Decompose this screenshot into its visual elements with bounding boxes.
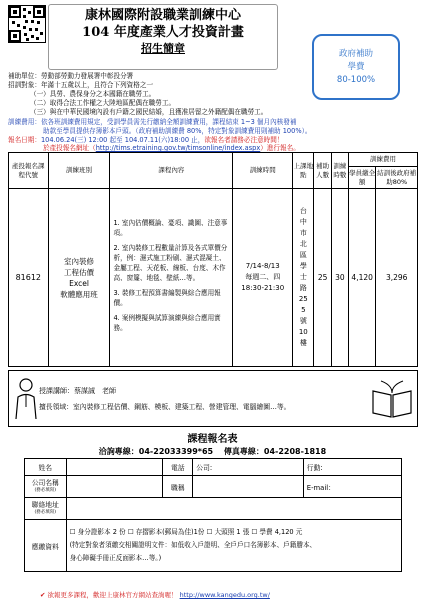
course-people: 25 [314, 189, 331, 367]
course-content [110, 189, 233, 367]
lecturer-name: 授課講師：蔡謀誠 老師 [39, 387, 116, 395]
qr-code [8, 5, 46, 43]
doc-note-1: (特定對象者須繳交相關證明文件：如低收入戶證明、全戶戶口名簿影本、戶籍謄本、 [69, 541, 317, 549]
signup-url-link[interactable]: http://tims.etraining.gov.tw/timsonline/index.aspx [95, 144, 261, 152]
teacher-icon [13, 377, 39, 421]
table-row [9, 189, 418, 367]
fee-note-a: 訓練費用：依各班訓練費用規定，受訓學員需先行繳納全額訓練費用，課程結束 1~3 個月內核發補 [8, 118, 297, 126]
course-code: 81612 [9, 189, 49, 367]
label-phone: 電話 [163, 459, 193, 476]
subsidy-unit: 補助單位：勞動部勞動力發展署中彰投分署 [8, 72, 134, 80]
fee-note-b: 助款至學員提供存簿影本戶頭。（政府補助訓練費 80%，特定對象訓練費用則補助 100%）。 [43, 127, 312, 135]
doc-note-2: 身心障礙手冊正反面影本…等。) [69, 554, 162, 562]
course-class: 室內裝修 工程估價 Excel 軟體應用班 [48, 189, 110, 367]
content-item-4: 4. 案例模擬與試算演練與綜合應用實務。 [113, 313, 221, 332]
email-field[interactable]: E-mail： [303, 476, 401, 498]
label-job-title: 職稱 [163, 476, 193, 498]
label-address: 聯絡地址 (務必填寫) [25, 498, 67, 520]
footer-text: 欲報更多課程，歡迎上康林官方網站查詢喔！ [47, 591, 178, 599]
signup-warning: 欲報名者請務必注意時間！ [204, 136, 284, 144]
book-icon [371, 379, 413, 419]
brochure-subtitle: 招生簡章 [141, 42, 185, 55]
registration-form [24, 458, 402, 572]
subsidy-line1: 政府補助 [338, 49, 373, 59]
condition-2: （二）取得合法工作權之大陸地區配偶在職勞工。 [30, 99, 176, 107]
header-fee-gov: 結訓後政府補助80% [376, 167, 418, 189]
doc-checkbox-passbook[interactable]: ☐ [127, 528, 134, 536]
program-title: 104 年度產業人才投資計畫 [82, 25, 244, 40]
header-people: 補助人數 [314, 153, 331, 189]
doc-checkbox-id[interactable]: ☐ [69, 528, 76, 536]
doc-checkbox-photo[interactable]: ☐ [206, 528, 213, 536]
header-place: 上課地點 [293, 153, 314, 189]
documents-list: ☐ 身分證影本 2 份 ☐ 存摺影本(郵局為佳)1份 ☐ 大頭照 1 張 ☐ 學費 4,120 元 (特定對象者須繳交相關證明文件：如低收入戶證明、全戶戶口名簿影本、戶籍謄本、 身心障礙手冊正反面影本…等。) [66, 520, 401, 572]
condition-3: （三）與在中華民國境內設有戶籍之國民結婚，且獲准居留之外籍配偶在職勞工。 [30, 108, 268, 116]
label-name: 姓名 [25, 459, 67, 476]
header-time: 訓練時間 [233, 153, 293, 189]
subsidy-badge [312, 34, 400, 100]
job-title-field[interactable] [193, 476, 304, 498]
lecturer-expertise: 擅長領域：室內裝修工程估價、鋼筋、模板、建築工程、營建管理、電腦繪圖…等。 [39, 403, 291, 411]
contact-numbers: 洽詢專線：04-22033399*65 傳真專線：04-2208-1818 [98, 447, 327, 456]
title-box [48, 4, 278, 70]
target-audience: 招訓對象：年滿十五歲以上，且符合下列資格之一 [8, 81, 154, 89]
lecturer-box [8, 370, 418, 427]
header-class: 訓練班別 [48, 153, 110, 189]
header-content: 課程內容 [110, 153, 233, 189]
company-phone-field[interactable]: 公司: [193, 459, 304, 476]
subsidy-line2: 學費 [347, 62, 365, 72]
condition-1: （一）具勞、農保身分之本國籍在職勞工。 [30, 90, 156, 98]
label-documents: 應繳資料 [25, 520, 67, 572]
course-table [8, 152, 418, 367]
signup-label: 報名日期： [8, 136, 41, 144]
course-time: 7/14-8/13 每週二、四 18:30-21:30 [233, 189, 293, 367]
mobile-phone-field[interactable]: 行動: [303, 459, 401, 476]
check-icon: ✔ [40, 591, 46, 599]
header-fee-total: 學員繳全額 [348, 167, 375, 189]
web-signup-line: 於產投報名網址（http://tims.etraining.gov.tw/timsonline/index.aspx）進行報名。 [43, 144, 300, 152]
header-code: 產投報名課程代號 [9, 153, 49, 189]
subsidy-percent: 80-100% [336, 75, 376, 85]
course-fee-gov: 3,296 [376, 189, 418, 367]
signup-dates: 104.06.24(三) 12:00 起至 104.07.11(六)18:00 止， [40, 136, 205, 144]
company-name-field[interactable] [66, 476, 163, 498]
doc-checkbox-fee[interactable]: ☐ [251, 528, 258, 536]
course-hours: 30 [331, 189, 348, 367]
course-fee-total: 4,120 [348, 189, 375, 367]
header-fee: 訓練費用 [348, 153, 417, 167]
website-link[interactable]: http://www.kangedu.org.tw/ [179, 591, 270, 599]
content-item-3: 3. 裝修工程預算書編製與綜合應用報價。 [113, 288, 221, 307]
content-item-2: 2. 室內裝修工程數量計算及各式單價分析，例：濕式施工粉刷、濕式混凝土、金屬工程、天花板、線板、台度、木作高、窗簾、地毯、壁紙…等。 [113, 243, 228, 282]
course-place: 台中市北區學士路255號10樓 [293, 189, 314, 367]
address-field[interactable] [66, 498, 401, 520]
header-hours: 訓練時數 [331, 153, 348, 189]
org-name: 康林國際附設職業訓練中心 [84, 8, 241, 23]
footer [40, 590, 270, 599]
label-company: 公司名稱 (務必填寫) [25, 476, 67, 498]
form-title: 課程報名表 [187, 434, 238, 445]
content-item-1: 1. 室內估價概論、憂項、識圖、注意事項。 [113, 218, 228, 237]
name-field[interactable] [66, 459, 163, 476]
